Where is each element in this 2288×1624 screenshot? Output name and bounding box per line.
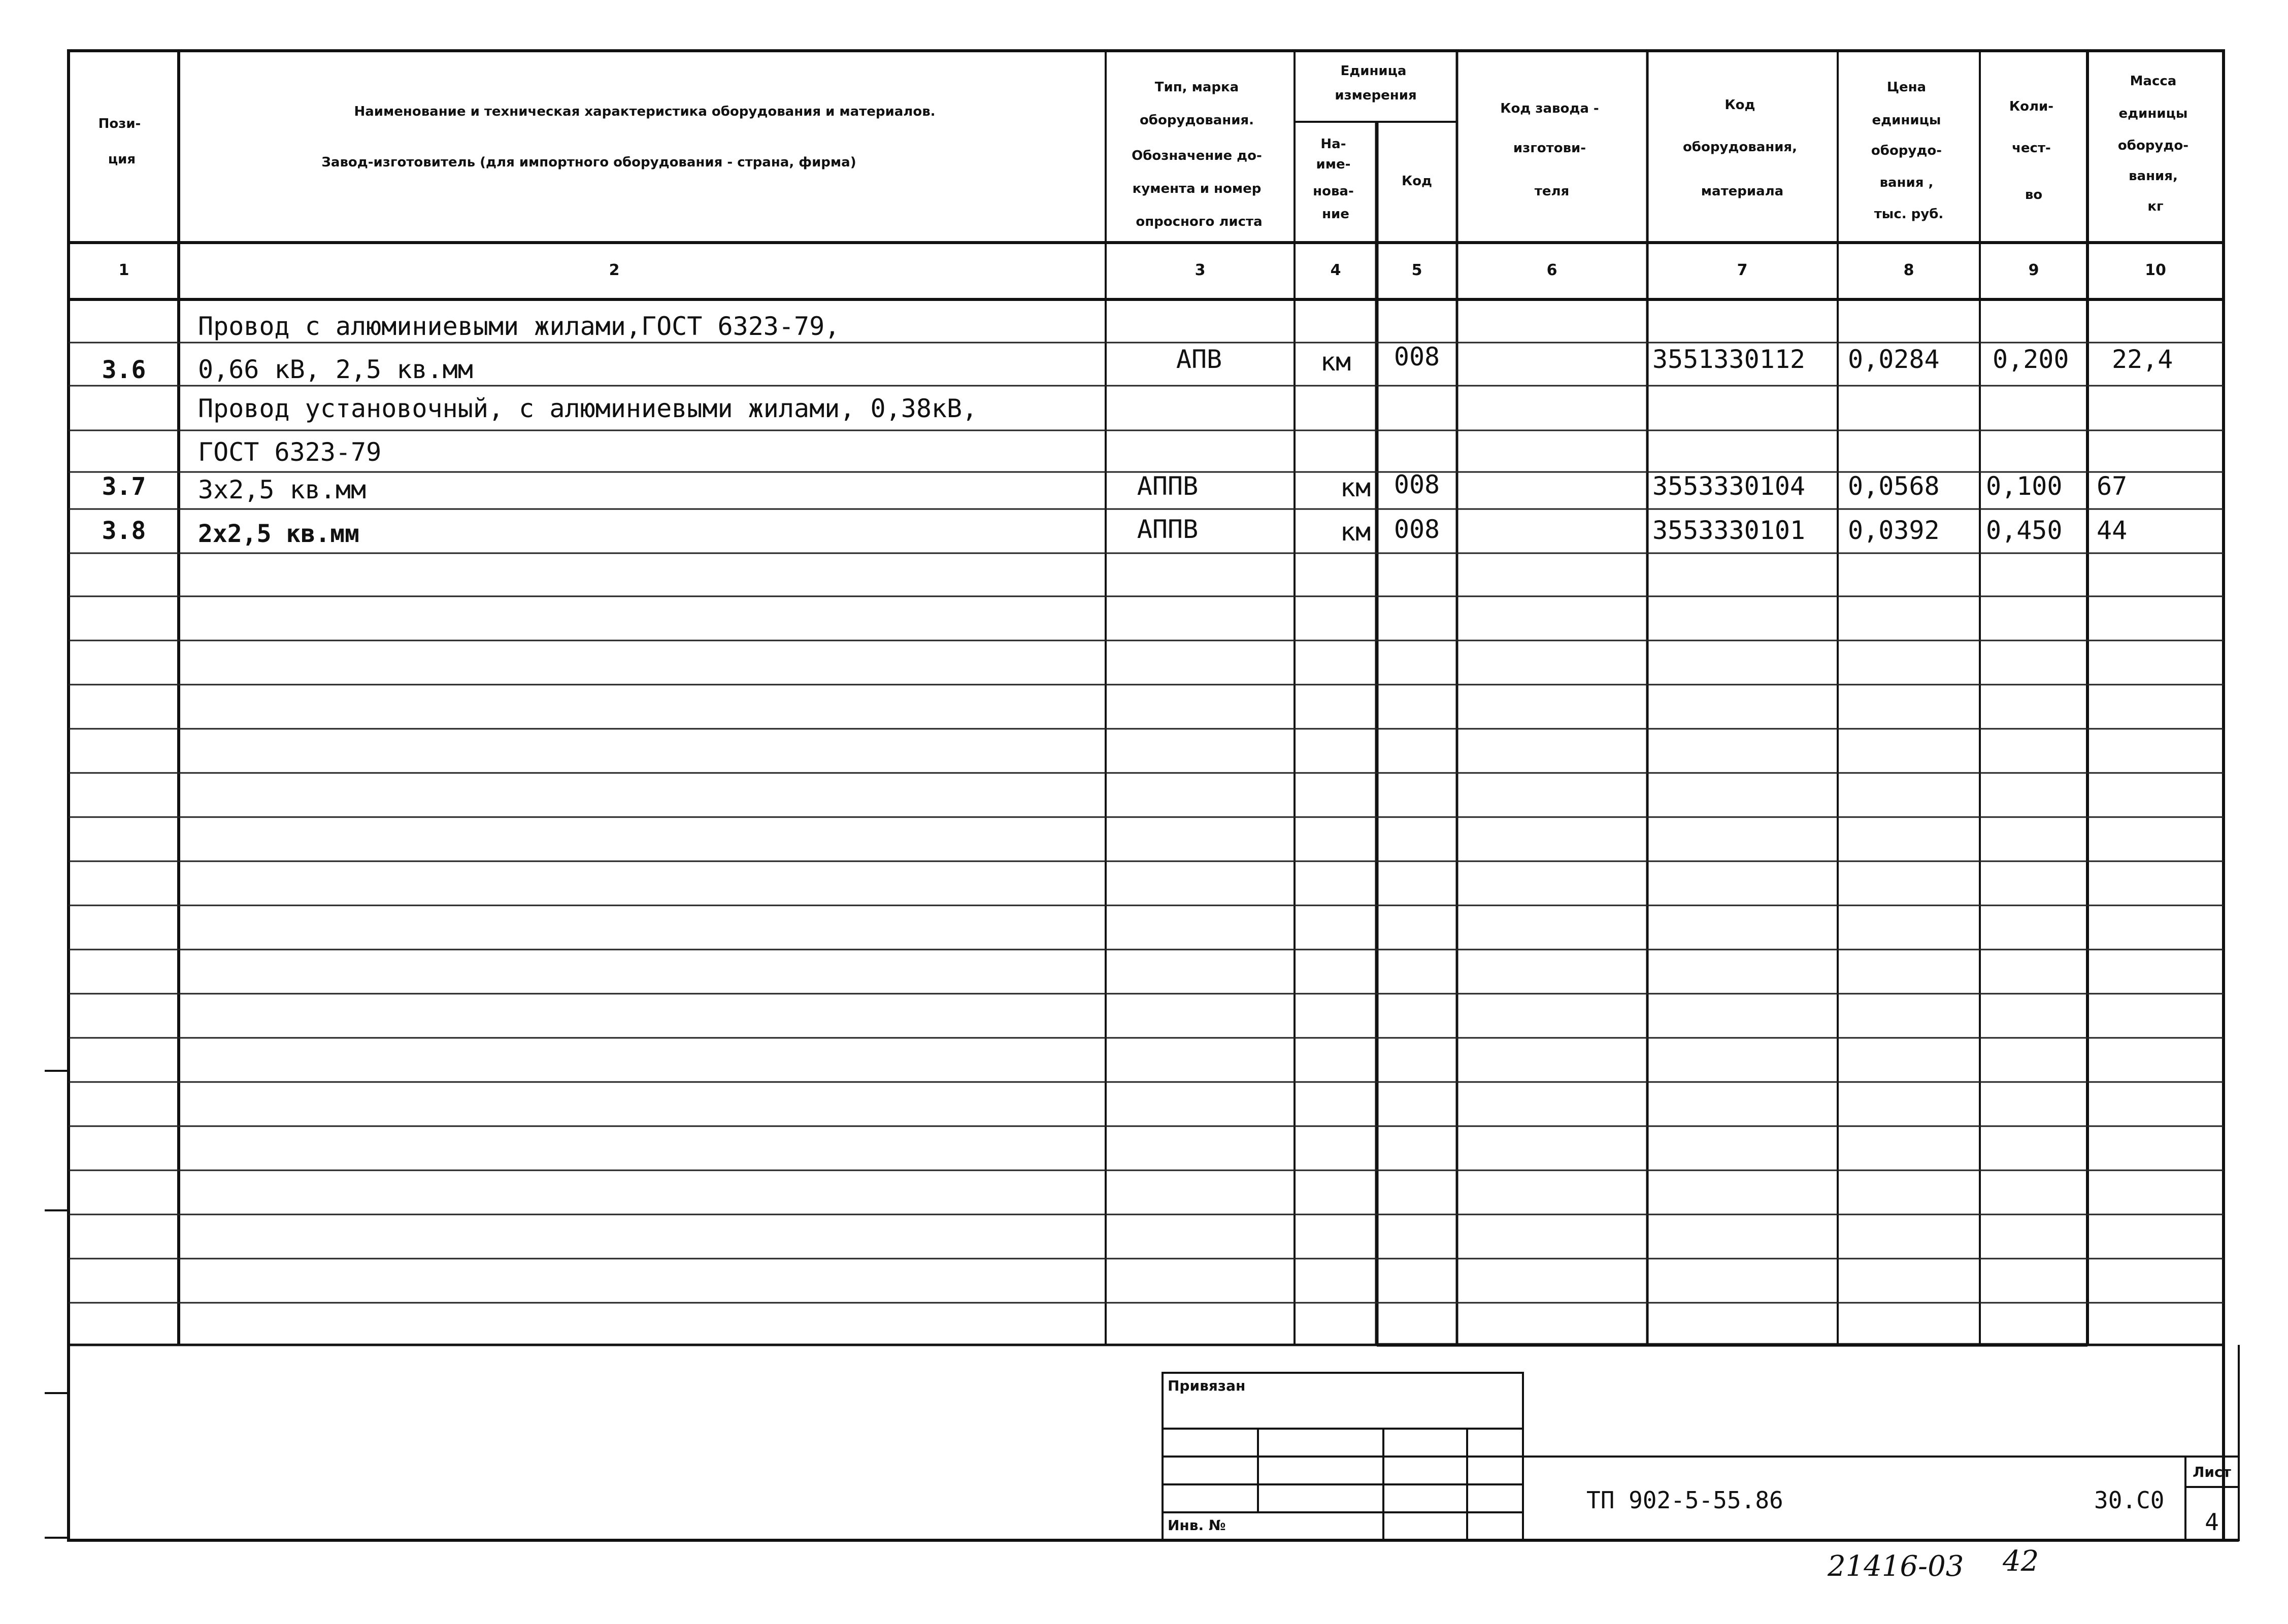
cell-material-code: 3553330104 <box>1652 471 1806 501</box>
stamp-section-code: 30.С0 <box>2094 1486 2165 1514</box>
cell-position: 3.8 <box>102 517 146 545</box>
column-number: 6 <box>1546 261 1557 279</box>
header-col10: Масса единицы оборудо- вания, кг <box>2117 74 2189 214</box>
header-units: Единица измерения <box>1335 63 1417 103</box>
cell-type: АППВ <box>1137 471 1199 501</box>
header-col9: Коли- чест- во <box>2009 99 2054 202</box>
cell-type: АППВ <box>1137 515 1199 544</box>
cell-name: ГОСТ 6323-79 <box>198 437 382 467</box>
cell-name: Провод с алюминиевыми жилами,ГОСТ 6323-79, <box>198 312 840 341</box>
table-header <box>98 63 2193 229</box>
column-number: 10 <box>2145 261 2166 279</box>
footer-page-number: 42 <box>2003 1545 2039 1578</box>
header-col6: Код завода - изготови- теля <box>1500 101 1599 199</box>
header-col8: Цена единицы оборудо- вания , тыс. руб. <box>1871 80 1944 222</box>
margin-marks <box>45 1071 69 1538</box>
column-number: 7 <box>1737 261 1748 279</box>
title-block <box>69 1345 2239 1540</box>
header-col1: Пози- ция <box>98 116 141 167</box>
cell-mass: 44 <box>2097 516 2128 545</box>
cell-unit-code: 008 <box>1394 515 1440 544</box>
header-col2-line2: Завод-изготовитель (для импортного оборудования - страна, фирма) <box>321 155 856 170</box>
stamp-bound-label: Привязан <box>1168 1377 1246 1394</box>
cell-name: Провод установочный, с алюминиевыми жилами, 0,38кВ, <box>198 394 978 423</box>
cell-unit: км <box>1320 347 1351 377</box>
column-number: 5 <box>1411 261 1422 279</box>
cell-name: 0,66 кВ, 2,5 кв.мм <box>198 355 473 384</box>
stamp-sheet-number: 4 <box>2205 1508 2219 1536</box>
cell-name: 2х2,5 кв.мм <box>198 520 359 548</box>
cell-quantity: 0,450 <box>1986 516 2063 545</box>
cell-material-code: 3551330112 <box>1652 345 1806 374</box>
column-number: 4 <box>1330 261 1341 279</box>
cell-mass: 22,4 <box>2112 345 2173 374</box>
cell-unit-code: 008 <box>1394 342 1440 371</box>
cell-mass: 67 <box>2097 471 2128 501</box>
stamp-inventory-label: Инв. № <box>1168 1517 1226 1534</box>
cell-unit: км <box>1340 473 1371 502</box>
header-col7: Код оборудования, материала <box>1682 97 1797 199</box>
cell-quantity: 0,200 <box>1993 345 2069 374</box>
cell-price: 0,0392 <box>1848 516 1940 545</box>
stamp-document-code: ТП 902-5-55.86 <box>1586 1486 1783 1514</box>
cell-unit-code: 008 <box>1394 470 1440 499</box>
footer-order-number: 21416-03 <box>1828 1550 1964 1583</box>
header-col5: Код <box>1401 174 1433 189</box>
cell-type: АПВ <box>1176 345 1222 374</box>
column-number: 8 <box>1903 261 1914 279</box>
header-col3: Тип, марка оборудования. Обозначение до- кумента и номер опросного листа <box>1132 80 1263 229</box>
cell-name: 3х2,5 кв.мм <box>198 475 367 504</box>
table-grid <box>69 51 2224 1540</box>
cell-price: 0,0568 <box>1848 471 1940 501</box>
column-number: 2 <box>609 261 620 279</box>
cell-material-code: 3553330101 <box>1652 516 1806 545</box>
cell-unit: км <box>1340 517 1371 547</box>
cell-price: 0,0284 <box>1848 345 1940 374</box>
column-number: 3 <box>1195 261 1206 279</box>
column-number: 1 <box>118 261 129 279</box>
column-numbers <box>119 261 2166 279</box>
cell-quantity: 0,100 <box>1986 471 2063 501</box>
header-col4: На- име- нова- ние <box>1313 137 1354 222</box>
column-number: 9 <box>2028 261 2039 279</box>
stamp-sheet-label: Лист <box>2193 1464 2231 1480</box>
header-col2-line1: Наименование и техническая характеристика оборудования и материалов. <box>354 104 936 119</box>
footer <box>1827 1545 2039 1583</box>
cell-position: 3.7 <box>102 472 146 501</box>
cell-position: 3.6 <box>102 356 146 384</box>
